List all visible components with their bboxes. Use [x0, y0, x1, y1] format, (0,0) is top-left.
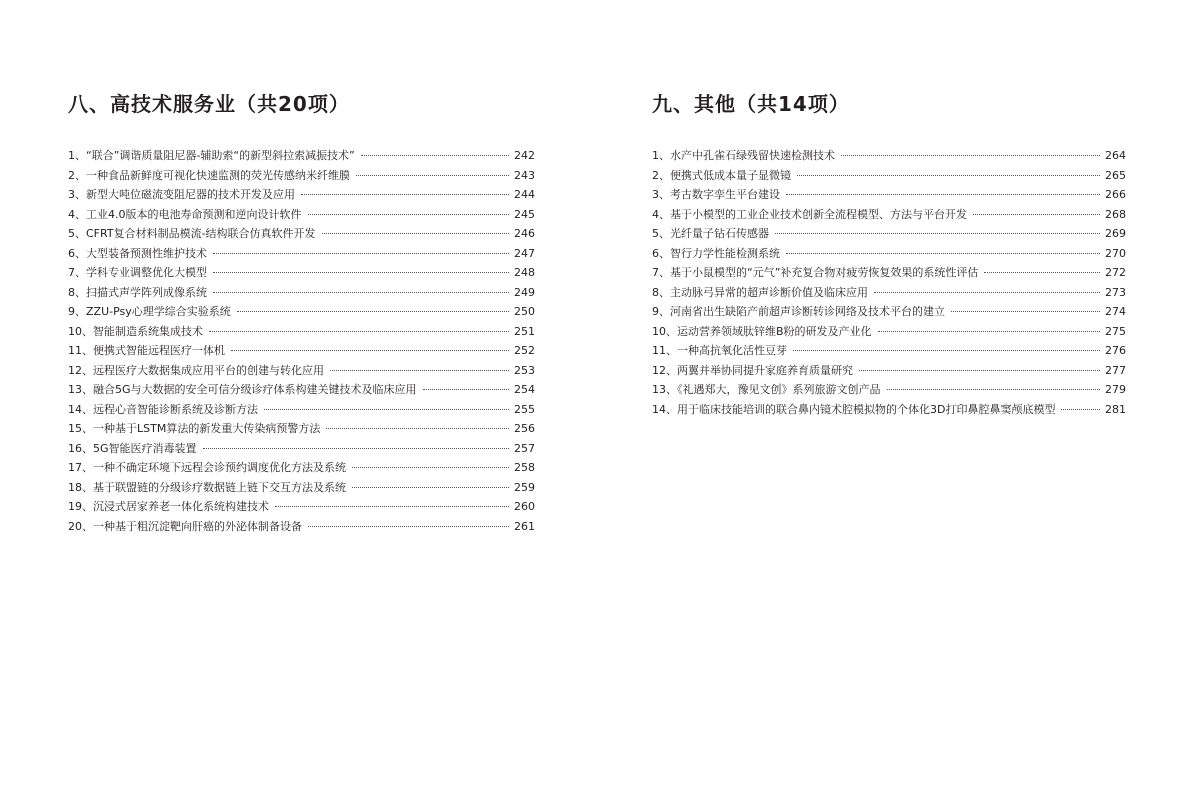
toc-entry-title: 1、“联合”调谐质量阻尼器-辅助索“的新型斜拉索减振技术”	[68, 149, 355, 162]
toc-entry-page-number: 246	[514, 227, 535, 240]
toc-entry[interactable]	[652, 302, 1126, 322]
dot-leader	[951, 311, 1100, 312]
dot-leader	[264, 409, 509, 410]
toc-entry-title: 13、融合5G与大数据的安全可信分级诊疗体系构建关键技术及临床应用	[68, 383, 417, 396]
toc-entry-page-number: 261	[514, 519, 535, 533]
toc-entry-title: 17、一种不确定环境下远程会诊预约调度优化方法及系统	[68, 461, 346, 474]
dot-leader	[213, 272, 509, 273]
toc-entry-title: 18、基于联盟链的分级诊疗数据链上链下交互方法及系统	[68, 480, 346, 494]
toc-entry-title: 5、CFRT复合材料制品模流-结构联合仿真软件开发	[68, 227, 316, 240]
toc-entry-title: 6、大型装备预测性维护技术	[68, 246, 207, 260]
toc-entry[interactable]	[652, 341, 1126, 361]
toc-entry[interactable]	[68, 205, 535, 225]
toc-entry-page-number: 269	[1105, 227, 1126, 240]
toc-entry-title: 3、考古数字孪生平台建设	[652, 188, 780, 201]
dot-leader	[1061, 409, 1100, 410]
toc-entry[interactable]	[68, 322, 535, 342]
toc-entry-title: 13、《礼遇郑大，豫见文创》系列旅游文创产品	[652, 383, 881, 396]
dot-leader	[326, 428, 509, 429]
toc-entry[interactable]	[652, 322, 1126, 342]
dot-leader	[213, 292, 509, 293]
toc-entry-title: 10、运动营养领域肽锌维B粉的研发及产业化	[652, 324, 872, 338]
toc-entry-page-number: 253	[514, 363, 535, 377]
toc-entry-title: 5、光纤量子钻石传感器	[652, 227, 769, 240]
toc-entry-title: 8、主动脉弓异常的超声诊断价值及临床应用	[652, 285, 868, 299]
toc-entry-page-number: 242	[514, 149, 535, 162]
toc-entry-title: 7、基于小鼠模型的“元气”补充复合物对疲劳恢复效果的系统性评估	[652, 266, 979, 279]
dot-leader	[874, 292, 1100, 293]
toc-entry-title: 19、沉浸式居家养老一体化系统构建技术	[68, 500, 269, 513]
toc-list	[68, 146, 535, 536]
toc-entry-page-number: 243	[514, 168, 535, 182]
toc-entry[interactable]	[68, 185, 535, 205]
dot-leader	[793, 350, 1100, 351]
toc-entry[interactable]	[68, 244, 535, 264]
toc-entry-page-number: 265	[1105, 168, 1126, 182]
toc-entry-title: 16、5G智能医疗消毒装置	[68, 441, 197, 455]
dot-leader	[361, 155, 509, 156]
toc-entry[interactable]	[68, 380, 535, 400]
toc-entry-page-number: 257	[514, 441, 535, 455]
toc-entry-title: 4、基于小模型的工业企业技术创新全流程模型、方法与平台开发	[652, 207, 967, 221]
toc-entry[interactable]	[652, 283, 1126, 303]
dot-leader	[213, 253, 509, 254]
dot-leader	[841, 155, 1100, 156]
toc-entry[interactable]	[652, 185, 1126, 205]
toc-entry-page-number: 275	[1105, 324, 1126, 338]
toc-entry-title: 11、便携式智能远程医疗一体机	[68, 344, 225, 357]
toc-entry-page-number: 276	[1105, 344, 1126, 357]
dot-leader	[797, 175, 1100, 176]
dot-leader	[786, 194, 1100, 195]
toc-entry-page-number: 260	[514, 500, 535, 513]
toc-entry[interactable]	[68, 478, 535, 498]
toc-entry[interactable]	[68, 400, 535, 420]
dot-leader	[308, 526, 509, 527]
toc-entry[interactable]	[68, 419, 535, 439]
dot-leader	[322, 233, 509, 234]
dot-leader	[786, 253, 1100, 254]
toc-entry-page-number: 252	[514, 344, 535, 357]
toc-entry-title: 9、ZZU-Psy心理学综合实验系统	[68, 305, 231, 318]
toc-entry[interactable]	[652, 166, 1126, 186]
toc-entry[interactable]	[652, 244, 1126, 264]
toc-entry-title: 2、一种食品新鲜度可视化快速监测的荧光传感纳米纤维膜	[68, 168, 350, 182]
toc-entry-page-number: 255	[514, 402, 535, 416]
dot-leader	[203, 448, 509, 449]
dot-leader	[423, 389, 509, 390]
toc-entry-page-number: 270	[1105, 246, 1126, 260]
dot-leader	[878, 331, 1100, 332]
dot-leader	[275, 506, 509, 507]
toc-list	[652, 146, 1126, 419]
toc-entry[interactable]	[652, 400, 1126, 420]
toc-entry-title: 12、两翼并举协同提升家庭养育质量研究	[652, 363, 853, 377]
toc-entry-page-number: 254	[514, 383, 535, 396]
toc-entry-title: 4、工业4.0版本的电池寿命预测和逆向设计软件	[68, 207, 302, 221]
dot-leader	[859, 370, 1100, 371]
toc-entry-title: 11、一种高抗氧化活性豆芽	[652, 344, 787, 357]
toc-entry-page-number: 279	[1105, 383, 1126, 396]
toc-entry[interactable]	[68, 224, 535, 244]
toc-entry-title: 20、一种基于粗沉淀靶向肝癌的外泌体制备设备	[68, 519, 302, 533]
toc-entry[interactable]	[652, 380, 1126, 400]
toc-entry[interactable]	[68, 302, 535, 322]
toc-entry-title: 10、智能制造系统集成技术	[68, 324, 203, 338]
toc-entry-page-number: 248	[514, 266, 535, 279]
toc-entry-page-number: 258	[514, 461, 535, 474]
toc-entry[interactable]	[68, 361, 535, 381]
toc-entry-page-number: 259	[514, 480, 535, 494]
toc-entry[interactable]	[68, 283, 535, 303]
dot-leader	[231, 350, 509, 351]
toc-entry[interactable]	[68, 458, 535, 478]
toc-entry[interactable]	[68, 341, 535, 361]
toc-entry-page-number: 264	[1105, 149, 1126, 162]
toc-entry[interactable]	[68, 263, 535, 283]
toc-entry-page-number: 256	[514, 422, 535, 435]
toc-entry-page-number: 272	[1105, 266, 1126, 279]
toc-entry[interactable]	[68, 517, 535, 537]
dot-leader	[209, 331, 509, 332]
section-title: 八、高技术服务业（共20项）	[68, 92, 350, 116]
toc-entry[interactable]	[68, 166, 535, 186]
toc-entry-title: 14、远程心音智能诊断系统及诊断方法	[68, 402, 258, 416]
toc-entry-page-number: 277	[1105, 363, 1126, 377]
toc-entry[interactable]	[68, 439, 535, 459]
dot-leader	[356, 175, 509, 176]
toc-entry-page-number: 244	[514, 188, 535, 201]
toc-entry-page-number: 245	[514, 207, 535, 221]
toc-entry-page-number: 247	[514, 246, 535, 260]
dot-leader	[330, 370, 509, 371]
dot-leader	[984, 272, 1100, 273]
toc-entry[interactable]	[652, 224, 1126, 244]
toc-entry-page-number: 249	[514, 285, 535, 299]
toc-entry-title: 3、新型大吨位磁流变阻尼器的技术开发及应用	[68, 188, 295, 201]
dot-leader	[352, 467, 509, 468]
dot-leader	[237, 311, 509, 312]
dot-leader	[352, 487, 509, 488]
dot-leader	[301, 194, 509, 195]
toc-entry-title: 14、用于临床技能培训的联合鼻内镜术腔模拟物的个体化3D打印鼻腔鼻窦颅底模型	[652, 402, 1056, 416]
dot-leader	[973, 214, 1100, 215]
toc-entry-title: 1、水产中孔雀石绿残留快速检测技术	[652, 149, 835, 162]
toc-entry[interactable]	[652, 205, 1126, 225]
dot-leader	[775, 233, 1100, 234]
toc-entry-page-number: 281	[1105, 402, 1126, 416]
toc-entry-title: 15、一种基于LSTM算法的新发重大传染病预警方法	[68, 422, 321, 435]
toc-entry-page-number: 251	[514, 324, 535, 338]
toc-entry-page-number: 274	[1105, 305, 1126, 318]
toc-entry[interactable]	[68, 497, 535, 517]
toc-entry[interactable]	[68, 146, 535, 166]
toc-entry-page-number: 273	[1105, 285, 1126, 299]
toc-entry-title: 7、学科专业调整优化大模型	[68, 266, 207, 279]
section-title: 九、其他（共14项）	[652, 92, 850, 116]
toc-entry[interactable]	[652, 146, 1126, 166]
toc-entry-page-number: 266	[1105, 188, 1126, 201]
toc-entry-title: 2、便携式低成本量子显微镜	[652, 168, 791, 182]
toc-section-high-tech-services	[68, 90, 535, 536]
dot-leader	[308, 214, 510, 215]
toc-section-others	[652, 90, 1126, 419]
toc-entry[interactable]	[652, 263, 1126, 283]
toc-entry-title: 8、扫描式声学阵列成像系统	[68, 285, 207, 299]
toc-entry[interactable]	[652, 361, 1126, 381]
toc-entry-title: 6、智行力学性能检测系统	[652, 246, 780, 260]
toc-entry-page-number: 268	[1105, 207, 1126, 221]
dot-leader	[887, 389, 1101, 390]
toc-entry-page-number: 250	[514, 305, 535, 318]
toc-entry-title: 12、远程医疗大数据集成应用平台的创建与转化应用	[68, 363, 324, 377]
toc-entry-title: 9、河南省出生缺陷产前超声诊断转诊网络及技术平台的建立	[652, 305, 945, 318]
